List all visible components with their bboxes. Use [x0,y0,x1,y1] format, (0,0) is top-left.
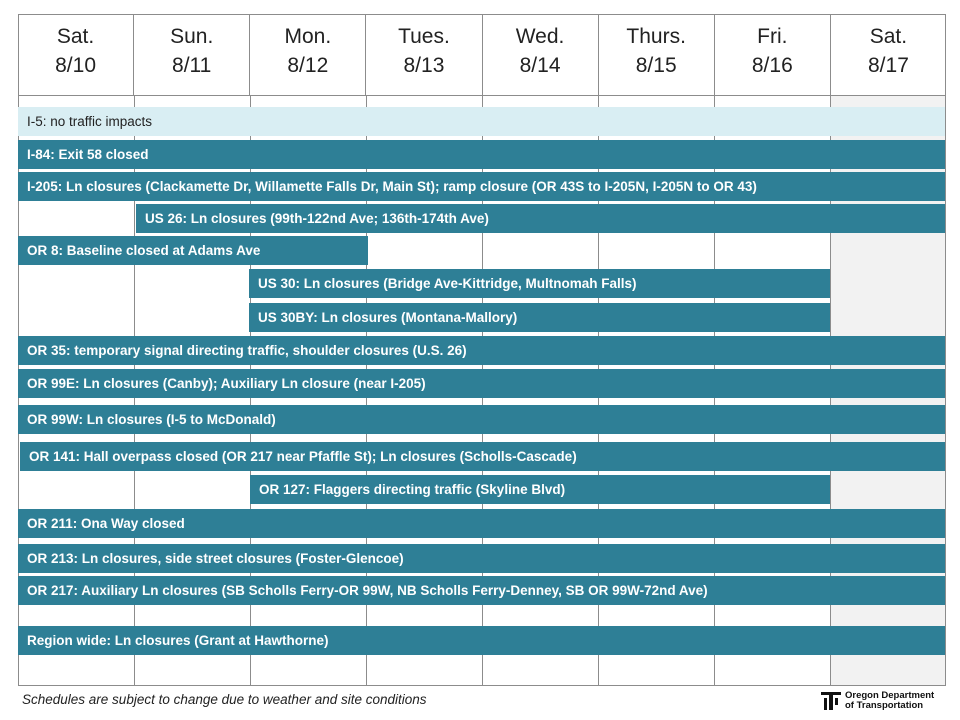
closure-bar-us26: US 26: Ln closures (99th-122nd Ave; 136th-174th Ave) [136,204,945,233]
closure-bar-or99w: OR 99W: Ln closures (I-5 to McDonald) [18,405,945,434]
odot-logo [820,687,945,715]
day-header-thu [599,14,715,95]
day-date: 8/12 [287,54,329,77]
day-header-tue [366,14,482,95]
day-header-sat-1 [18,14,134,95]
day-date: 8/17 [868,54,909,77]
odot-logo-icon [820,690,842,712]
day-name: Thurs. [626,25,686,48]
closure-bar-or35: OR 35: temporary signal directing traffic, shoulder closures (U.S. 26) [18,336,945,365]
closure-bar-or8: OR 8: Baseline closed at Adams Ave [18,236,368,265]
day-name: Sat. [56,25,95,48]
day-header-mon [250,14,366,95]
day-name: Fri. [757,25,788,48]
closure-bar-or217: OR 217: Auxiliary Ln closures (SB Scholls Ferry-OR 99W, NB Scholls Ferry-Denney, SB OR 99W-72nd Ave) [18,576,945,605]
closure-bar-or127: OR 127: Flaggers directing traffic (Skyline Blvd) [250,475,830,504]
day-date: 8/11 [172,54,212,77]
day-date: 8/14 [519,54,561,77]
day-header-row [18,14,946,96]
closure-bar-or141: OR 141: Hall overpass closed (OR 217 near Pfaffle St); Ln closures (Scholls-Cascade) [20,442,945,471]
closure-bar-i5: I-5: no traffic impacts [18,107,945,136]
closure-bar-i84: I-84: Exit 58 closed [18,140,945,169]
day-header-sun [134,14,250,95]
day-name: Tues. [398,25,450,48]
logo-line-2: of Transportation [845,700,924,711]
day-header-wed [483,14,599,95]
day-header-fri [715,14,831,95]
logo-line-1: Oregon Department [845,690,935,701]
day-header-sat-2 [831,14,946,95]
day-name: Sun. [170,25,214,48]
closure-bar-or99e: OR 99E: Ln closures (Canby); Auxiliary Ln closure (near I-205) [18,369,945,398]
closure-bar-us30: US 30: Ln closures (Bridge Ave-Kittridge, Multnomah Falls) [249,269,830,298]
day-date: 8/10 [55,54,96,77]
day-name: Mon. [284,25,332,48]
closure-bar-region-wide: Region wide: Ln closures (Grant at Hawthorne) [18,626,945,655]
day-date: 8/16 [751,54,793,77]
closure-bar-us30by: US 30BY: Ln closures (Montana-Mallory) [249,303,830,332]
day-date: 8/13 [403,54,445,77]
closure-bar-or211: OR 211: Ona Way closed [18,509,945,538]
schedule-disclaimer: Schedules are subject to change due to weather and site conditions [22,692,427,707]
odot-logo-text [845,691,934,711]
closure-bar-or213: OR 213: Ln closures, side street closures (Foster-Glencoe) [18,544,945,573]
day-date: 8/15 [635,54,677,77]
day-name: Wed. [515,25,565,48]
closure-bar-i205: I-205: Ln closures (Clackamette Dr, Willamette Falls Dr, Main St); ramp closure (OR 43S to I-205N, I-205N to OR 43) [18,172,945,201]
day-name: Sat. [869,25,908,48]
